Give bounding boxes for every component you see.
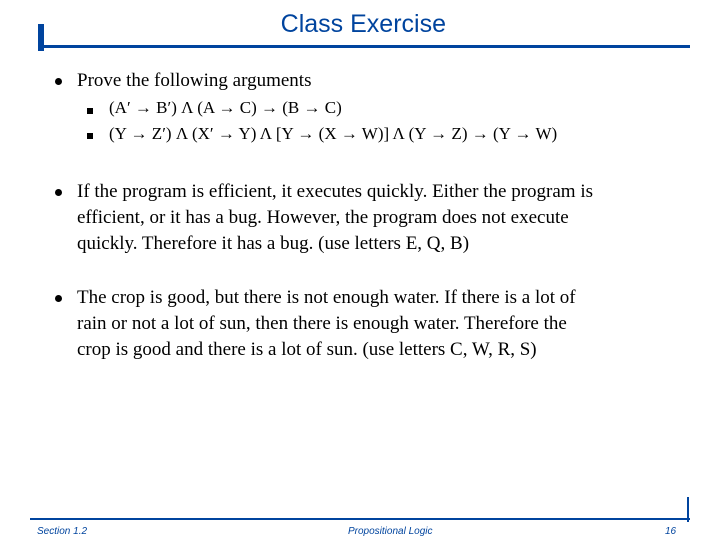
bullet-icon — [55, 189, 62, 196]
program-exercise-line: quickly. Therefore it has a bug. (use letters E, Q, B) — [77, 233, 470, 254]
bottom-corner-accent — [687, 497, 689, 522]
crop-exercise — [77, 285, 576, 363]
footer-page-number: 16 — [665, 526, 677, 537]
program-exercise-line: efficient, or it has a bug. However, the program does not execute — [77, 207, 569, 228]
top-divider — [38, 45, 690, 48]
bullet-icon — [55, 295, 62, 302]
program-exercise — [77, 179, 593, 257]
crop-exercise-line: crop is good and there is a lot of sun. (use letters C, W, R, S) — [77, 339, 537, 360]
argument-2: (Y → Z′) Λ (X′ → Y) Λ [Y → (X → W)] Λ (Y → Z) → (Y → W) — [109, 124, 558, 143]
program-exercise-line: If the program is efficient, it executes quickly. Either the program is — [77, 181, 593, 202]
bottom-divider — [30, 518, 690, 520]
top-corner-accent — [38, 24, 44, 51]
footer-section: Section 1.2 — [37, 526, 88, 537]
sub-bullet-icon — [87, 133, 93, 139]
sub-bullet-icon — [87, 108, 93, 114]
footer-topic: Propositional Logic — [348, 526, 433, 537]
slide-title: Class Exercise — [280, 10, 446, 38]
bullet-icon — [55, 78, 62, 85]
bullet-prove-heading: Prove the following arguments — [77, 70, 312, 91]
crop-exercise-line: The crop is good, but there is not enough water. If there is a lot of — [77, 287, 576, 308]
argument-1: (A′ → B′) Λ (A → C) → (B → C) — [109, 98, 342, 117]
crop-exercise-line: rain or not a lot of sun, then there is enough water. Therefore the — [77, 313, 567, 334]
